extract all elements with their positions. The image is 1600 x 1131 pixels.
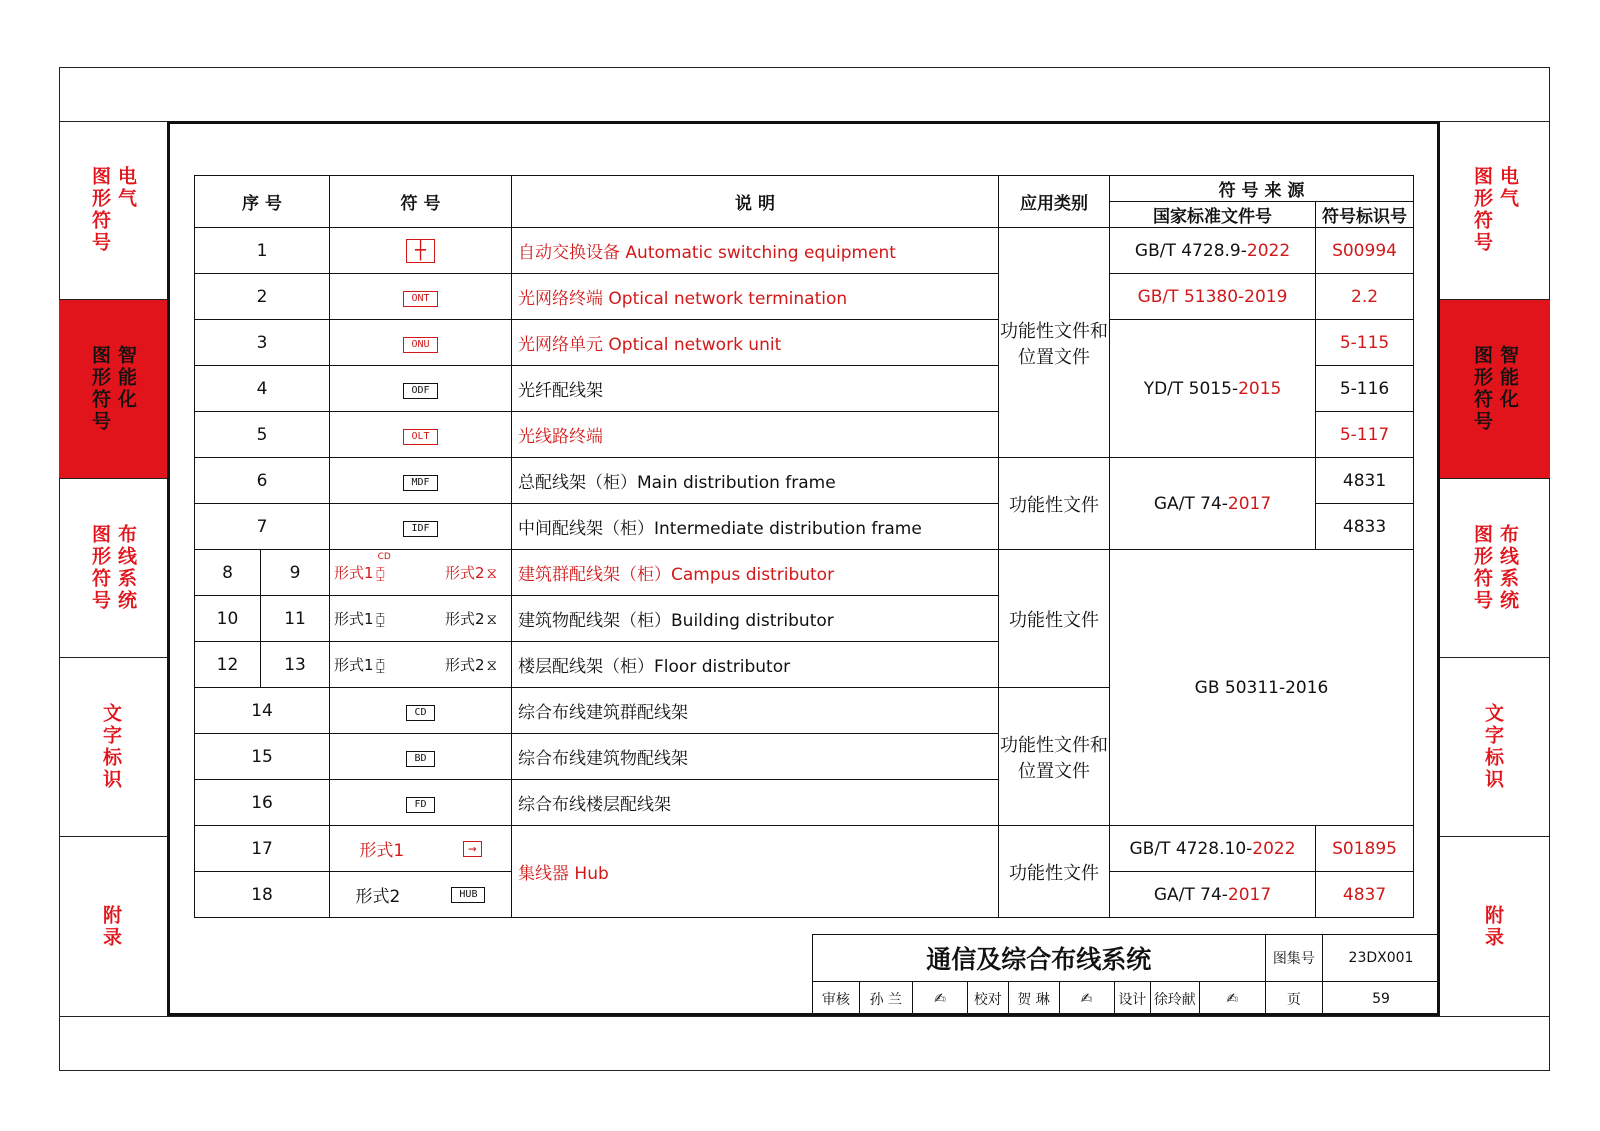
tab-label: 图形符号 — [89, 166, 111, 254]
row-desc: 中间配线架（柜）Intermediate distribution frame — [512, 504, 999, 550]
tab-label: 图形符号 — [89, 345, 111, 433]
std-doc: GB/T 4728.9-2022 — [1110, 228, 1316, 274]
header-sym-id: 符号标识号 — [1316, 202, 1414, 228]
tab-label: 布线系统 — [115, 524, 137, 612]
row-seq: 7 — [195, 504, 330, 550]
sym-id: 2.2 — [1316, 274, 1414, 320]
table-row — [195, 320, 1414, 366]
page-number: 59 — [1323, 982, 1440, 1016]
tab-label: 智能化 — [1497, 345, 1519, 411]
sym-id: 4833 — [1316, 504, 1414, 550]
sym-id: 4831 — [1316, 458, 1414, 504]
header-std-doc: 国家标准文件号 — [1110, 202, 1316, 228]
title-block — [812, 934, 1440, 1016]
category-c: 功能性文件 — [999, 550, 1110, 688]
row-seq-a: 8 — [195, 550, 261, 596]
row-seq: 3 — [195, 320, 330, 366]
category-a: 功能性文件和位置文件 — [999, 228, 1110, 458]
std-doc-yd: YD/T 5015-2015 — [1110, 320, 1316, 458]
tab-label: 附录 — [100, 904, 122, 949]
check-label: 校对 — [968, 982, 1008, 1016]
right-tab-appendix[interactable] — [1440, 837, 1550, 1016]
row-seq-b: 9 — [261, 550, 330, 596]
row-seq: 6 — [195, 458, 330, 504]
page-label: 页 — [1265, 982, 1322, 1016]
fd-forms: 形式1 ⧮ 形式2 ⧖ — [330, 642, 512, 688]
sym-id: 5-117 — [1316, 412, 1414, 458]
row-seq: 18 — [195, 872, 330, 918]
row-seq: 5 — [195, 412, 330, 458]
row-desc: 建筑群配线架（柜）Campus distributor — [512, 550, 999, 596]
right-tab-wiring-symbols[interactable] — [1440, 479, 1550, 658]
sym-id: 5-116 — [1316, 366, 1414, 412]
fd-symbol: FD — [330, 780, 512, 826]
tab-label: 电气 — [115, 166, 137, 210]
std-doc: GB/T 51380-2019 — [1110, 274, 1316, 320]
checker-name: 贺 琳 — [1008, 982, 1059, 1016]
right-tab-electrical-symbols[interactable] — [1440, 121, 1550, 300]
table-row — [195, 274, 1414, 320]
header-desc: 说 明 — [512, 176, 999, 228]
bd-symbol: BD — [330, 734, 512, 780]
right-tab-text-marks[interactable] — [1440, 658, 1550, 837]
designer-signature: ✍ — [1199, 982, 1265, 1016]
atlas-number: 23DX001 — [1323, 935, 1440, 982]
row-desc: 楼层配线架（柜）Floor distributor — [512, 642, 999, 688]
table-row — [195, 550, 1414, 596]
tab-label: 智能化 — [115, 345, 137, 411]
symbol-table — [194, 175, 1414, 918]
category-b: 功能性文件 — [999, 458, 1110, 550]
design-label: 设计 — [1114, 982, 1150, 1016]
hub-desc: 集线器 Hub — [512, 826, 999, 918]
row-desc: 自动交换设备 Automatic switching equipment — [512, 228, 999, 274]
header-source: 符 号 来 源 — [1110, 176, 1414, 202]
row-desc: 光网络单元 Optical network unit — [512, 320, 999, 366]
row-seq-a: 10 — [195, 596, 261, 642]
row-seq-b: 11 — [261, 596, 330, 642]
odf-symbol: ODF — [330, 366, 512, 412]
left-tab-electrical-symbols[interactable] — [59, 121, 167, 300]
row-desc: 综合布线建筑群配线架 — [512, 688, 999, 734]
mdf-symbol: MDF — [330, 458, 512, 504]
right-tab-intelligent-symbols[interactable] — [1440, 300, 1550, 479]
std-doc-gb: GB 50311-2016 — [1110, 550, 1414, 826]
tab-label: 布线系统 — [1497, 524, 1519, 612]
std-doc-ga: GA/T 74-2017 — [1110, 458, 1316, 550]
tab-label: 图形符号 — [1471, 166, 1493, 254]
table-row — [195, 228, 1414, 274]
table-row — [195, 826, 1414, 872]
bd-forms: 形式1 ⧮ 形式2 ⧖ — [330, 596, 512, 642]
std-doc: GB/T 4728.10-2022 — [1110, 826, 1316, 872]
tab-label: 文字标识 — [1482, 703, 1504, 791]
idf-symbol: IDF — [330, 504, 512, 550]
row-desc: 光网络终端 Optical network termination — [512, 274, 999, 320]
tab-label: 文字标识 — [100, 703, 122, 791]
tab-label: 图形符号 — [1471, 524, 1493, 612]
sym-id: S01895 — [1316, 826, 1414, 872]
row-desc: 综合布线楼层配线架 — [512, 780, 999, 826]
header-symbol: 符 号 — [330, 176, 512, 228]
designer-name: 徐玲献 — [1150, 982, 1199, 1016]
row-desc: 总配线架（柜）Main distribution frame — [512, 458, 999, 504]
category-e: 功能性文件 — [999, 826, 1110, 918]
row-seq: 4 — [195, 366, 330, 412]
left-tab-intelligent-symbols[interactable] — [59, 300, 167, 479]
left-tab-wiring-symbols[interactable] — [59, 479, 167, 658]
hub-form2: 形式2 HUB — [330, 872, 512, 918]
tab-label: 附录 — [1482, 904, 1504, 949]
row-desc: 综合布线建筑物配线架 — [512, 734, 999, 780]
row-seq: 16 — [195, 780, 330, 826]
sym-id: S00994 — [1316, 228, 1414, 274]
sym-id: 4837 — [1316, 872, 1414, 918]
std-doc: GA/T 74-2017 — [1110, 872, 1316, 918]
tab-label: 图形符号 — [89, 524, 111, 612]
cd-forms: 形式1 ⧮ CD 形式2 ⧖ — [330, 550, 512, 596]
row-seq: 15 — [195, 734, 330, 780]
cd-symbol: CD — [330, 688, 512, 734]
reviewer-name: 孙 兰 — [859, 982, 912, 1016]
header-seq: 序 号 — [195, 176, 330, 228]
row-seq-b: 13 — [261, 642, 330, 688]
row-desc: 建筑物配线架（柜）Building distributor — [512, 596, 999, 642]
category-d: 功能性文件和位置文件 — [999, 688, 1110, 826]
hub-form1: 形式1 → — [330, 826, 512, 872]
checker-signature: ✍ — [1059, 982, 1114, 1016]
bottom-divider — [59, 1016, 1550, 1017]
tab-label: 电气 — [1497, 166, 1519, 210]
row-seq: 17 — [195, 826, 330, 872]
left-tab-text-marks[interactable] — [59, 658, 167, 837]
drawing-title: 通信及综合布线系统 — [813, 935, 1266, 982]
row-desc: 光线路终端 — [512, 412, 999, 458]
switching-symbol: ┼ — [330, 228, 512, 274]
left-tab-appendix[interactable] — [59, 837, 167, 1016]
header-category: 应用类别 — [999, 176, 1110, 228]
row-seq-a: 12 — [195, 642, 261, 688]
sym-id: 5-115 — [1316, 320, 1414, 366]
row-seq: 2 — [195, 274, 330, 320]
row-seq: 1 — [195, 228, 330, 274]
row-seq: 14 — [195, 688, 330, 734]
olt-symbol: OLT — [330, 412, 512, 458]
onu-symbol: ONU — [330, 320, 512, 366]
table-row — [195, 458, 1414, 504]
atlas-label: 图集号 — [1265, 935, 1322, 982]
ont-symbol: ONT — [330, 274, 512, 320]
review-label: 审核 — [813, 982, 860, 1016]
tab-label: 图形符号 — [1471, 345, 1493, 433]
reviewer-signature: ✍ — [912, 982, 967, 1016]
row-desc: 光纤配线架 — [512, 366, 999, 412]
